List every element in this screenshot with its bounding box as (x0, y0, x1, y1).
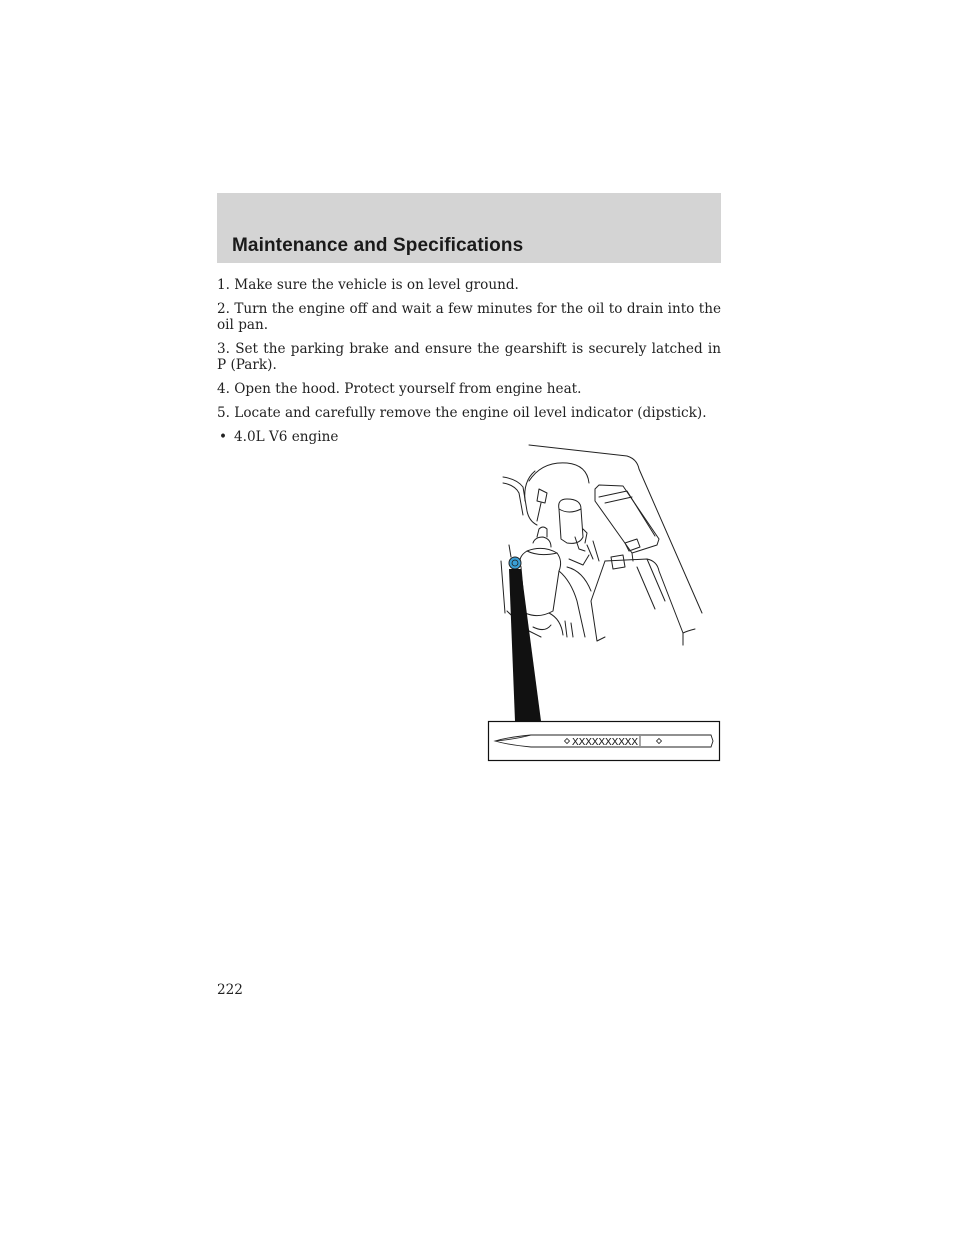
section-header (217, 193, 721, 263)
step-4: 4. Open the hood. Protect yourself from engine heat. (217, 381, 582, 397)
dipstick-handle-highlight (509, 557, 521, 569)
section-title: Maintenance and Specifications (232, 235, 524, 256)
step-5: 5. Locate and carefully remove the engine oil level indicator (dipstick). (217, 405, 707, 421)
bullet-engine-label: 4.0L V6 engine (234, 429, 339, 445)
engine-compartment-drawing (487, 441, 721, 763)
engine-dipstick-illustration (487, 441, 721, 763)
bullet-icon: • (219, 429, 228, 445)
step-1: 1. Make sure the vehicle is on level ground. (217, 277, 519, 293)
step-3: 3. Set the parking brake and ensure the gearshift is securely latched in P (Park). (217, 341, 721, 373)
instructions (217, 277, 721, 445)
dipstick-marking-text: XXXXXXXXXX (572, 737, 638, 748)
callout-pointer (509, 569, 541, 721)
page-number: 222 (217, 982, 243, 998)
step-2: 2. Turn the engine off and wait a few minutes for the oil to drain into the oil pan. (217, 301, 721, 333)
